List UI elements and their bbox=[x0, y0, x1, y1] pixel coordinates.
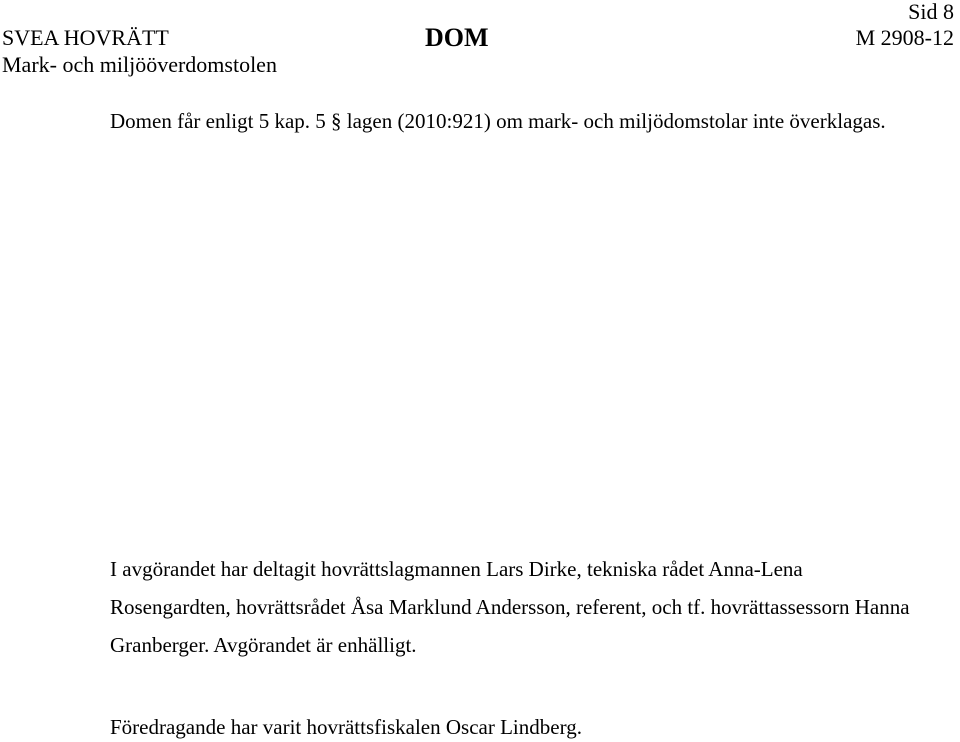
page-number: Sid 8 bbox=[908, 0, 954, 24]
case-number: M 2908-12 bbox=[855, 25, 954, 50]
appeal-paragraph: Domen får enligt 5 kap. 5 § lagen (2010:921) om mark- och miljödomstolar inte överklagas. bbox=[110, 109, 886, 133]
rapporteur-paragraph: Föredragande har varit hovrättsfiskalen Oscar Lindberg. bbox=[110, 715, 582, 739]
document-type: DOM bbox=[425, 23, 489, 52]
court-division: Mark- och miljööverdomstolen bbox=[2, 52, 277, 77]
judges-paragraph: I avgörandet har deltagit hovrättslagmannen Lars Dirke, tekniska rådet Anna-Lena Rosengardten, hovrättsrådet Åsa Marklund Andersson, referent, och tf. hovrättassessorn Hanna Granberger. Avgörandet är enhälligt. bbox=[110, 557, 910, 657]
court-name: SVEA HOVRÄTT bbox=[2, 25, 169, 50]
